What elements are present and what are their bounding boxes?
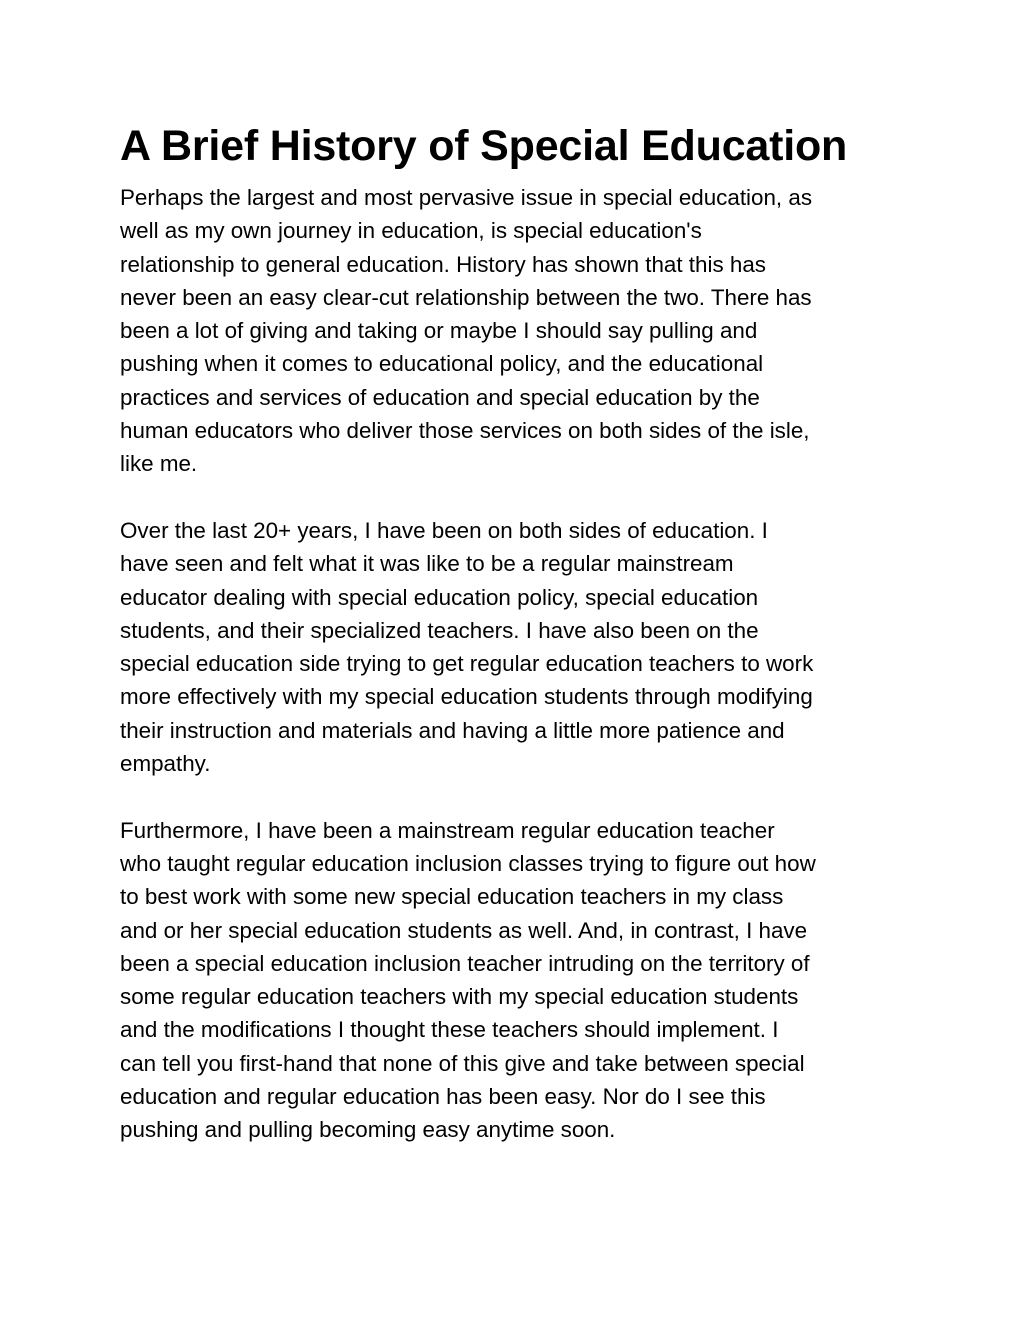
paragraph-line: Furthermore, I have been a mainstream regular education teacher xyxy=(120,817,775,843)
document-page xyxy=(120,120,920,1147)
paragraph-line: Perhaps the largest and most pervasive issue in special education, as xyxy=(120,185,813,210)
paragraph-line: and or her special education students as well. And, in contrast, I have xyxy=(120,917,808,943)
paragraph-1 xyxy=(120,181,920,481)
paragraph-line: relationship to general education. History has shown that this has xyxy=(120,251,766,277)
paragraph-line: special education side trying to get regular education teachers to work xyxy=(120,651,814,677)
paragraph-line: their instruction and materials and having a little more patience and xyxy=(120,717,785,743)
paragraph-line: pushing and pulling becoming easy anytime soon. xyxy=(120,1117,616,1143)
paragraph-line: to best work with some new special education teachers in my class xyxy=(120,884,784,910)
paragraph-2 xyxy=(120,514,920,780)
paragraph-line: who taught regular education inclusion classes trying to figure out how xyxy=(120,850,816,876)
paragraph-line: and the modifications I thought these teachers should implement. I xyxy=(120,1017,779,1043)
paragraph-line: practices and services of education and special education by the xyxy=(120,384,760,410)
paragraph-line: students, and their specialized teachers. I have also been on the xyxy=(120,617,759,643)
document-title: A Brief History of Special Education xyxy=(120,122,848,170)
paragraph-line: more effectively with my special education students through modifying xyxy=(120,684,813,710)
paragraph-line: never been an easy clear-cut relationship between the two. There has xyxy=(120,284,812,310)
paragraph-line: education and regular education has been easy. Nor do I see this xyxy=(120,1084,766,1110)
paragraph-line: Over the last 20+ years, I have been on both sides of education. I xyxy=(120,517,768,543)
paragraph-line: like me. xyxy=(120,451,198,477)
paragraph-line: can tell you first-hand that none of this give and take between special xyxy=(120,1050,805,1076)
paragraph-line: have seen and felt what it was like to be a regular mainstream xyxy=(120,551,734,577)
paragraph-line: educator dealing with special education policy, special education xyxy=(120,584,759,610)
paragraph-line: pushing when it comes to educational policy, and the educational xyxy=(120,351,764,377)
paragraph-line: empathy. xyxy=(120,751,211,777)
paragraph-line: been a lot of giving and taking or maybe I should say pulling and xyxy=(120,318,758,344)
paragraph-line: some regular education teachers with my special education students xyxy=(120,984,799,1010)
paragraph-line: human educators who deliver those services on both sides of the isle, xyxy=(120,418,810,444)
paragraph-line: well as my own journey in education, is special education's xyxy=(120,218,702,244)
paragraph-line: been a special education inclusion teacher intruding on the territory of xyxy=(120,950,810,976)
paragraph-3 xyxy=(120,814,920,1147)
